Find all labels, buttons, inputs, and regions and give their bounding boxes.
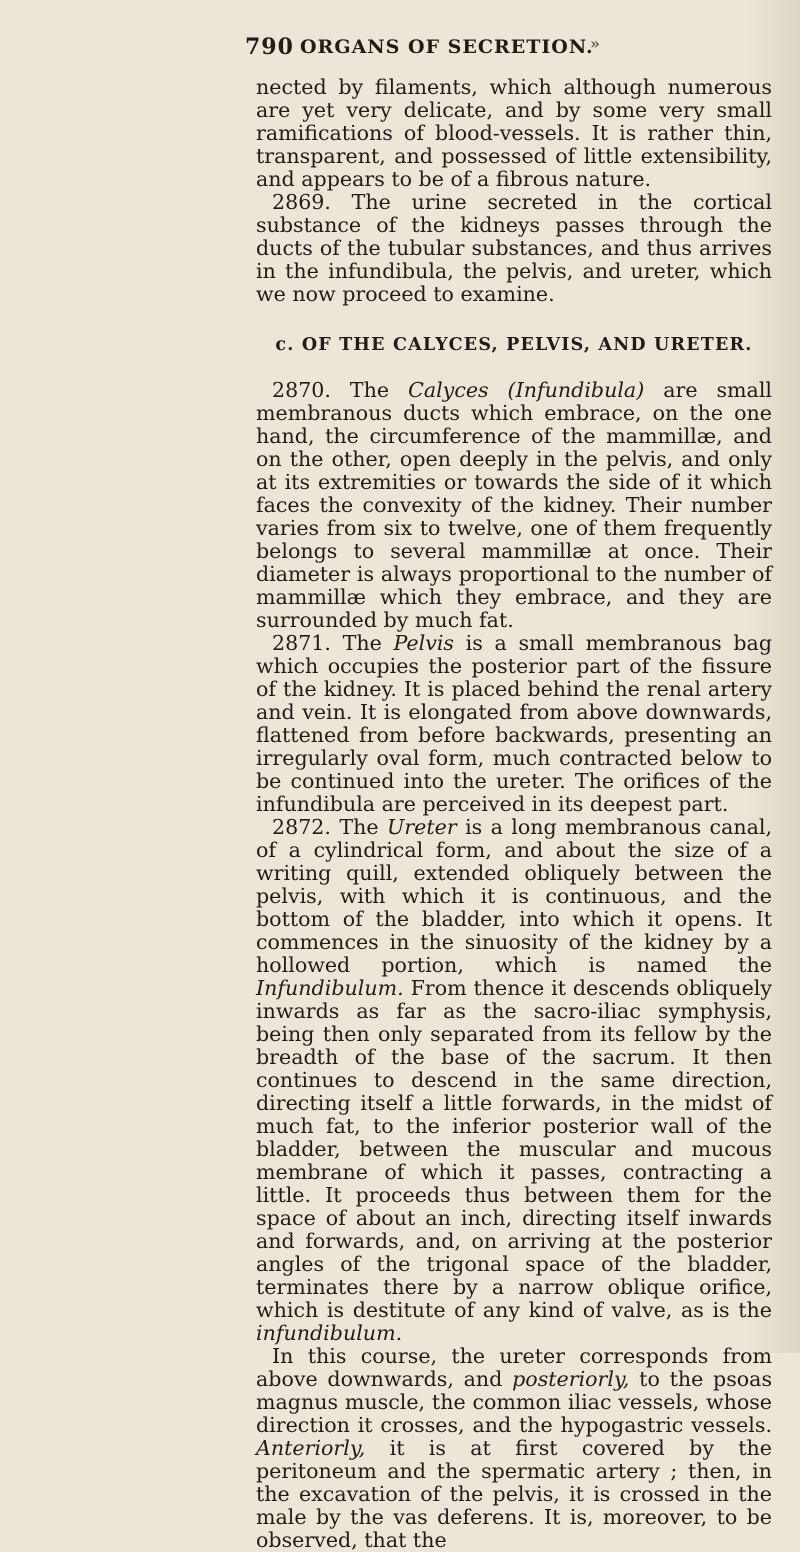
paragraph-2872 bbox=[256, 816, 772, 1345]
term-ureter: Ureter bbox=[386, 815, 457, 839]
paragraph-lead: The bbox=[339, 815, 379, 839]
body-text bbox=[256, 76, 772, 1552]
printer-mark: » bbox=[590, 34, 601, 53]
term-infundibulum-end: infundibulum. bbox=[256, 1321, 403, 1345]
paragraph-2869: 2869. The urine secreted in the cortical substance of the kidneys passes through the ducts of the tubular substances, and thus arrives in the infundibula, the pelvis, and ureter, which we now proceed to examine. bbox=[256, 190, 772, 306]
term-posteriorly: posteriorly, bbox=[512, 1367, 630, 1391]
paragraph-body: are small membranous ducts which embrace, on the one hand, the circumference of the mammillæ, and on the other, open deeply in the pelvis, and only at its extremities or towards the side of it which faces the convexity of the kidney. Their number varies from six to twelve, one of them frequently belongs to several mammillæ at once. Their diameter is always proportional to the number of mammillæ which they embrace, and they are surrounded by much fat. bbox=[256, 378, 773, 632]
paragraph-number: 2870. bbox=[272, 378, 331, 402]
paragraph-body-cont: From thence it descends obliquely inwards as far as the sacro-iliac symphysis, being then only separated from its fellow by the breadth of the base of the sacrum. It then continues to descend in the same direction, directing itself a little forwards, in the midst of much fat, to the inferior posterior wall of the bladder, between the muscular and mucous membrane of which it passes, contracting a little. It proceeds thus between them for the space of about an inch, directing itself inwards and forwards, and, on arriving at the posterior angles of the trigonal space of the bladder, terminates there by a narrow oblique orifice, which is destitute of any kind of valve, as is the bbox=[256, 976, 773, 1322]
running-head bbox=[245, 28, 765, 62]
page-number: 790 bbox=[245, 34, 294, 60]
paragraph-continued: nected by filaments, which although numerous are yet very delicate, and by some very small ramifications of blood-vessels. It is rather thin, transparent, and possessed of little extensibility, and appears to be of a fibrous nature. bbox=[256, 75, 772, 191]
term-calyces: Calyces (Infundibula) bbox=[408, 378, 645, 402]
paragraph-2870 bbox=[256, 379, 772, 632]
term-pelvis: Pelvis bbox=[393, 631, 454, 655]
paragraph-lead: The bbox=[349, 378, 390, 402]
term-infundibulum: Infundibulum. bbox=[256, 976, 404, 1000]
paragraph-body: is a long membranous canal, of a cylindrical form, and about the size of a writing quill, extended obliquely between the pelvis, with which it is continuous, and the bottom of the bladder, into which it opens. It commences in the sinuosity of the kidney by a hollowed portion, which is named the bbox=[256, 815, 773, 977]
term-anteriorly: Anteriorly, bbox=[256, 1436, 366, 1460]
paragraph-2871 bbox=[256, 632, 772, 816]
paragraph-number: 2871. bbox=[272, 631, 331, 655]
paragraph-body-end: it is at first covered by the peritoneum and the spermatic artery ; then, in the excavation of the pelvis, it is crossed in the male by the vas deferens. It is, moreover, to be observed, that the bbox=[256, 1436, 772, 1552]
paragraph-number: 2872. bbox=[272, 815, 331, 839]
paragraph-body: is a small membranous bag which occupies the posterior part of the fissure of the kidney. It is placed behind the renal artery and vein. It is elongated from above downwards, flattened from before backwards, presenting an irregularly oval form, much contracted below to be continued into the ureter. The orifices of the infundibula are perceived in its deepest part. bbox=[256, 631, 773, 816]
running-title: ORGANS OF SECRETION. bbox=[300, 36, 594, 58]
paragraph-body: In this course, the ureter corresponds from above downwards, and bbox=[256, 1344, 772, 1391]
paragraph-course bbox=[256, 1345, 772, 1552]
section-heading: c. OF THE CALYCES, PELVIS, AND URETER. bbox=[275, 335, 753, 355]
paragraph-body-cont: to the psoas magnus muscle, the common iliac vessels, whose direction it crosses, and the hypogastric vessels. bbox=[256, 1367, 773, 1437]
paragraph-lead: The bbox=[342, 631, 382, 655]
